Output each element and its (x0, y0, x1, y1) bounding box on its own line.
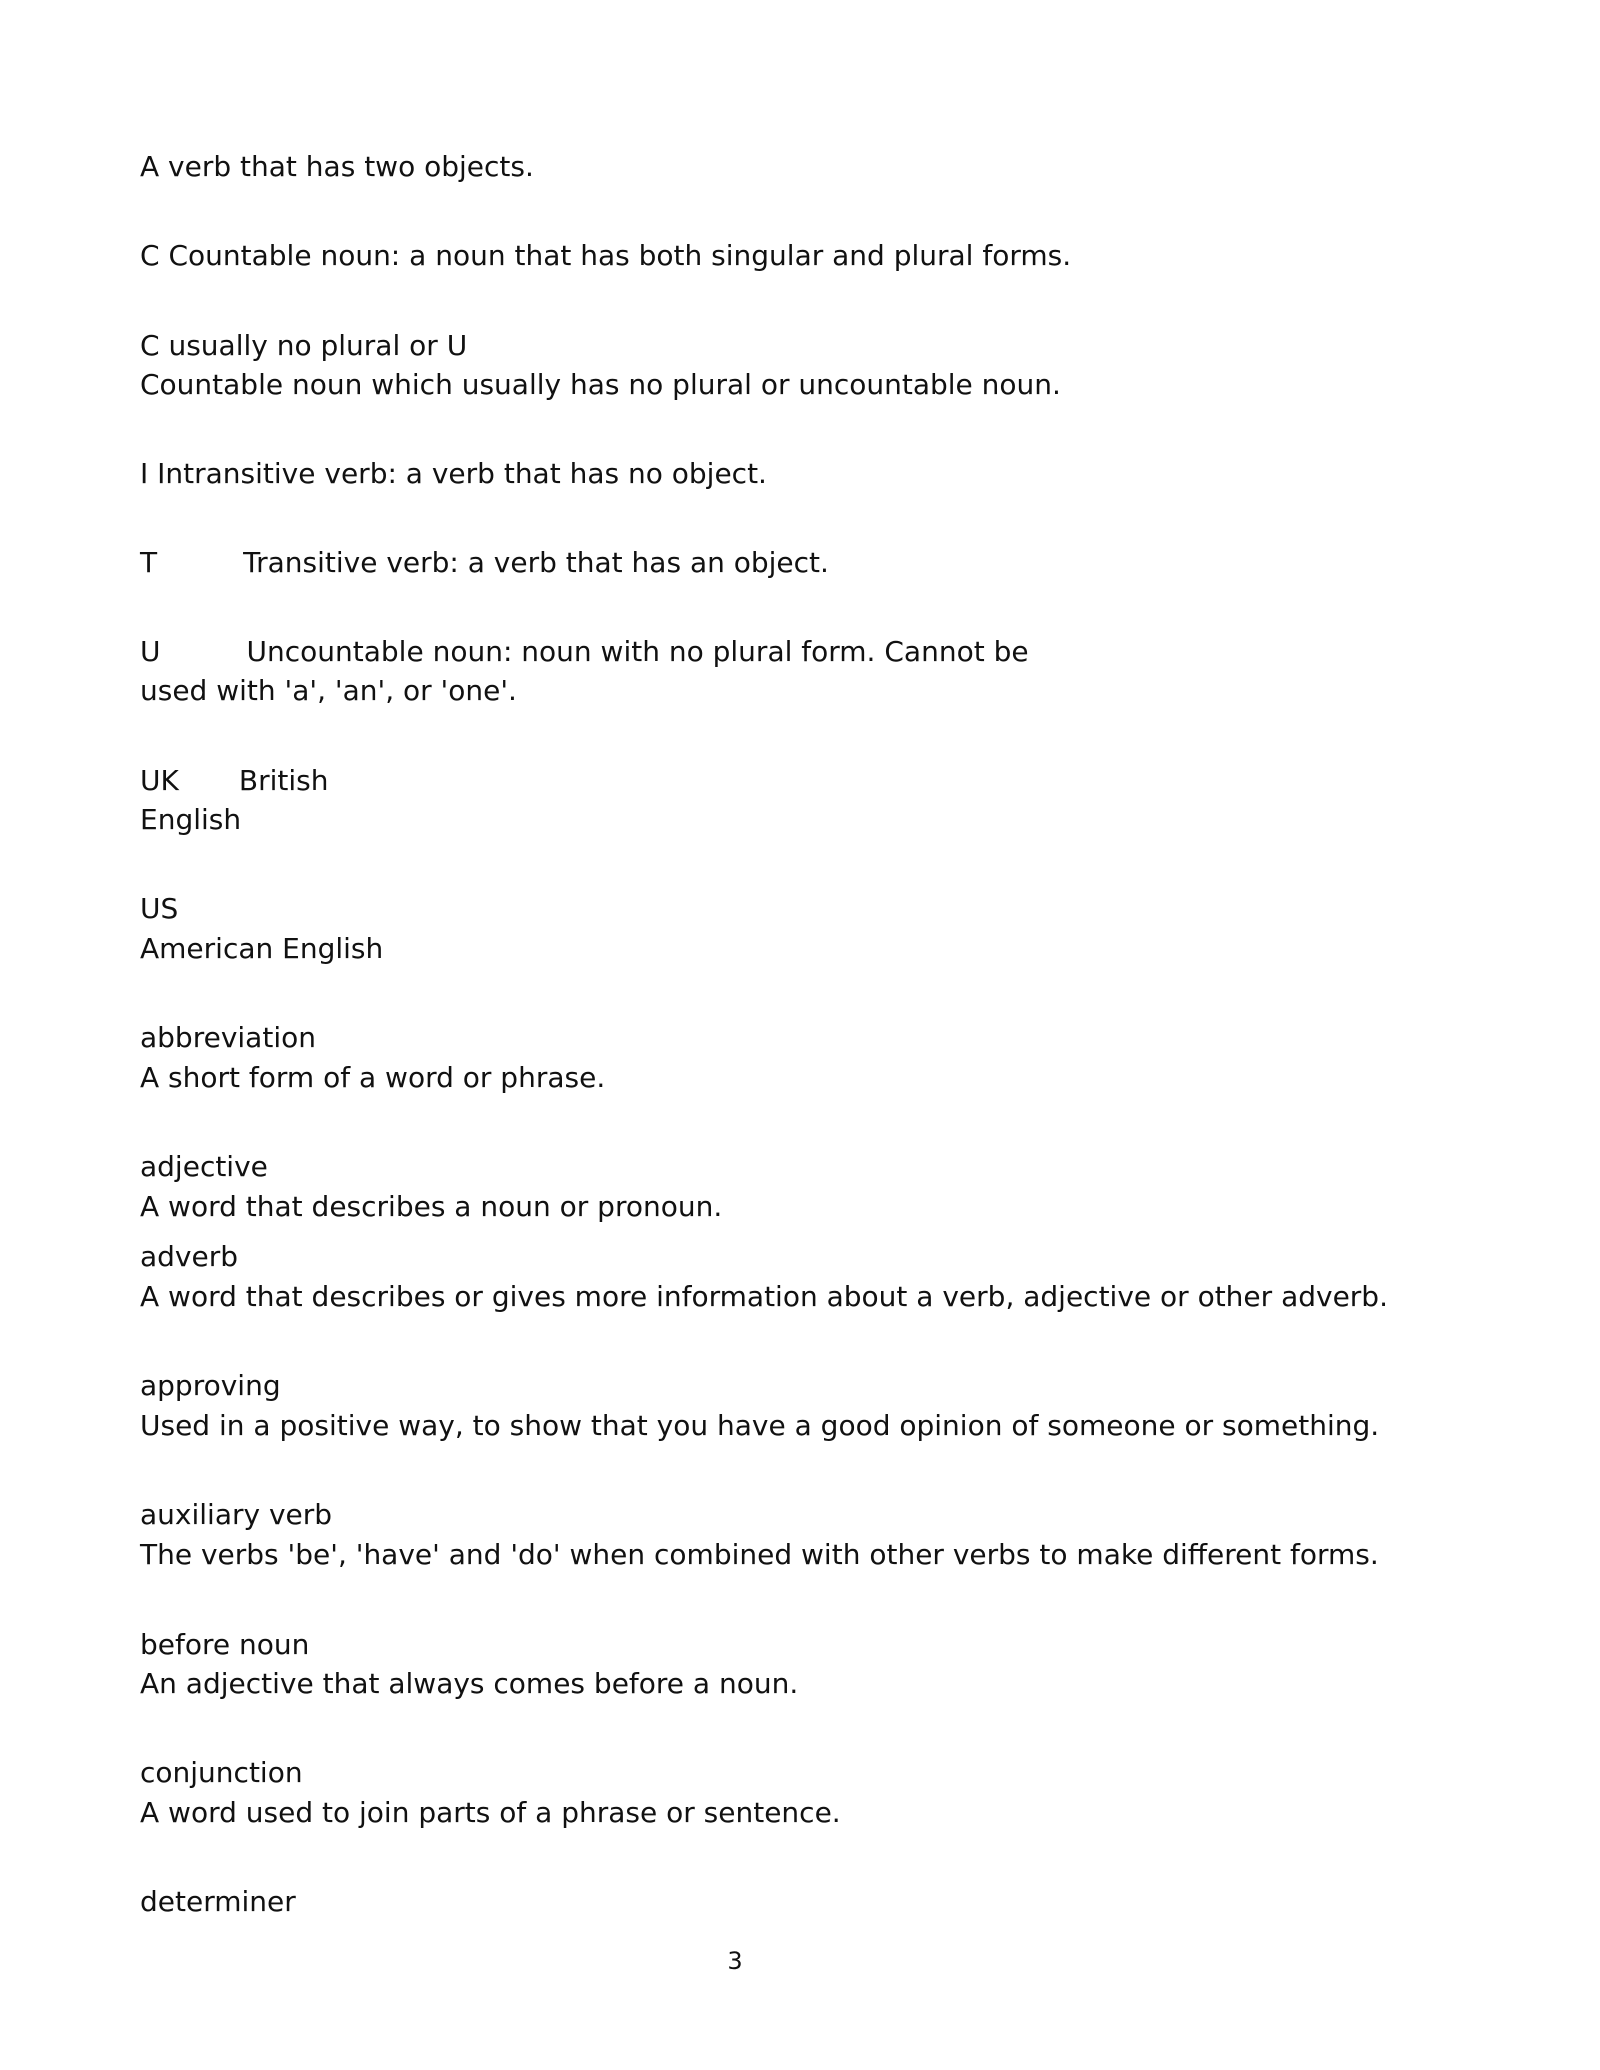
entry-approving-definition: Used in a positive way, to show that you have a good opinion of someone or something. (140, 1409, 1380, 1442)
entry-abbreviation-definition: A short form of a word or phrase. (140, 1061, 606, 1094)
entry-approving-term: approving (140, 1369, 281, 1402)
entry-conjunction-term: conjunction (140, 1756, 303, 1789)
entry-ditransitive-definition: A verb that has two objects. (140, 150, 534, 183)
entry-auxiliary-verb-term: auxiliary verb (140, 1498, 333, 1531)
entry-intransitive-verb: I Intransitive verb: a verb that has no object. (140, 457, 767, 490)
entry-uncountable-label: U (140, 635, 161, 668)
entry-determiner-term: determiner (140, 1885, 296, 1918)
entry-adjective-definition: A word that describes a noun or pronoun. (140, 1190, 723, 1223)
entry-adjective-term: adjective (140, 1150, 268, 1183)
entry-abbreviation-term: abbreviation (140, 1021, 316, 1054)
entry-transitive-verb (140, 543, 829, 583)
entry-uk-definition-line2: English (140, 803, 242, 836)
page-number: 3 (727, 1947, 743, 1975)
entry-us-term: US (140, 892, 179, 925)
entry-uncountable-definition-line2: used with 'a', 'an', or 'one'. (140, 674, 517, 707)
entry-countable-noun: C Countable noun: a noun that has both singular and plural forms. (140, 239, 1072, 272)
entry-adverb-definition: A word that describes or gives more information about a verb, adjective or other adverb. (140, 1280, 1388, 1313)
entry-uncountable-noun-line1 (140, 632, 1029, 672)
entry-conjunction-definition: A word used to join parts of a phrase or sentence. (140, 1796, 841, 1829)
entry-countable-usually-no-plural-definition: Countable noun which usually has no plural or uncountable noun. (140, 368, 1061, 401)
entry-before-noun-term: before noun (140, 1628, 310, 1661)
entry-countable-usually-no-plural-term: C usually no plural or U (140, 329, 468, 362)
entry-transitive-label: T (140, 546, 158, 579)
entry-transitive-definition: Transitive verb: a verb that has an object. (243, 546, 829, 579)
entry-uncountable-definition-line1: Uncountable noun: noun with no plural form. Cannot be (246, 635, 1029, 668)
entry-adverb-term: adverb (140, 1240, 239, 1273)
entry-uk-definition-line1: British (238, 764, 329, 797)
entry-before-noun-definition: An adjective that always comes before a noun. (140, 1667, 799, 1700)
entry-uk-line1 (140, 761, 328, 801)
entry-auxiliary-verb-definition: The verbs 'be', 'have' and 'do' when combined with other verbs to make different forms. (140, 1538, 1379, 1571)
entry-us-definition: American English (140, 932, 384, 965)
entry-uk-label: UK (140, 764, 179, 797)
